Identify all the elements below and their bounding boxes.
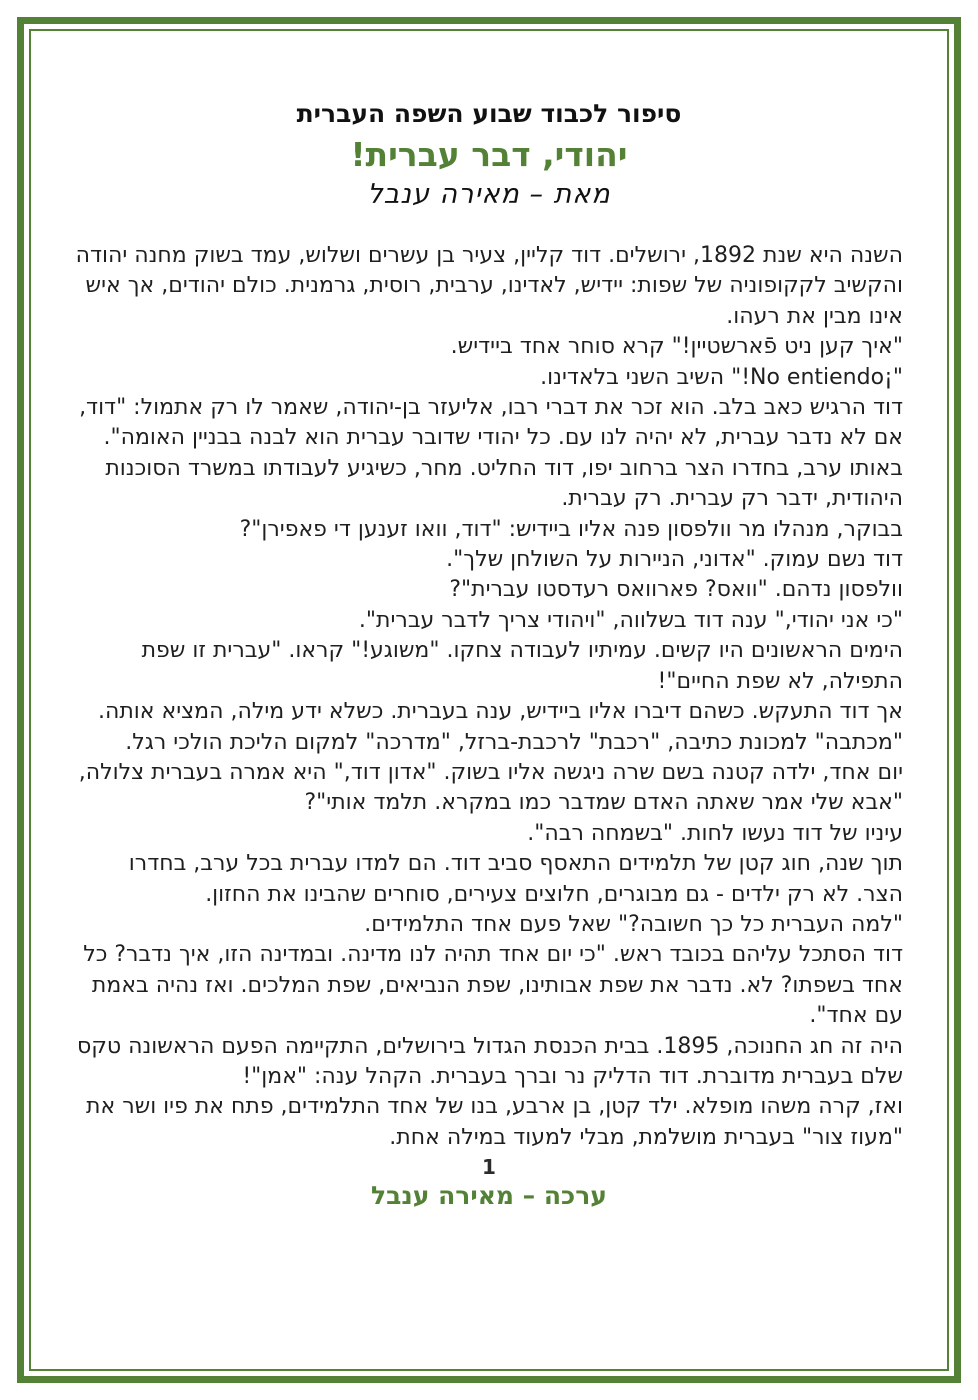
page-footer <box>75 1155 903 1211</box>
story-body <box>75 241 903 1153</box>
story-paragraph: השנה היא שנת 1892, ירושלים. דוד קליין, צעיר בן עשרים ושלוש, עמד בשוק מחנה יהודה והקשיב לקקופוניה של שפות: יידיש, לאדינו, ערבית, רוסית, גרמנית. כולם יהודים, אך איש אינו מבין את רעהו. <box>75 243 903 329</box>
story-paragraph: דוד נשם עמוק. "אדוני, הניירות על השולחן שלך". <box>446 547 903 573</box>
story-header <box>75 99 903 211</box>
story-paragraph: ואז, קרה משהו מופלא. ילד קטן, בן ארבע, בנו של אחד התלמידים, פתח את פיו ושר את "מעוז צור" בעברית מושלמת, מבלי למעוד במילה אחת. <box>86 1094 903 1150</box>
story-paragraph: אך דוד התעקש. כשהם דיברו אליו ביידיש, ענה בעברית. כשלא ידע מילה, המציא אותה. "מכתבה" למכונת כתיבה, "רכבת" לרכבת-ברזל, "מדרכה" למקום הליכת הולכי רגל. <box>97 699 903 755</box>
story-paragraph: "למה העברית כל כך חשובה?" שאל פעם אחד התלמידים. <box>364 911 903 937</box>
story-paragraph: "¡No entiendo!" השיב השני בלאדינו. <box>540 364 903 390</box>
story-title: יהודי, דבר עברית! <box>350 135 628 174</box>
page-content <box>31 31 947 1369</box>
story-paragraph: היה זה חג החנוכה, 1895. בבית הכנסת הגדול בירושלים, התקיימה הפעם הראשונה טקס שלם בעברית מדוברת. דוד הדליק נר וברך בעברית. הקהל ענה: "אמן"! <box>76 1033 903 1089</box>
story-paragraph: דוד הרגיש כאב בלב. הוא זכר את דברי רבו, אליעזר בן-יהודה, שאמר לו רק אתמול: "דוד, אם לא נדבר עברית, לא יהיה לנו עם. כל יהודי שדובר עברית הוא לבנה בבניין האומה". <box>79 395 903 451</box>
story-paragraph: עיניו של דוד נעשו לחות. "בשמחה רבה". <box>527 820 903 846</box>
editor-credit: ערכה – מאירה ענבל <box>371 1181 607 1211</box>
story-paragraph: תוך שנה, חוג קטן של תלמידים התאסף סביב דוד. הם למדו עברית בכל ערב, בחדרו הצר. לא רק ילדים - גם מבוגרים, חלוצים צעירים, סוחרים שהבינו את החזון. <box>128 851 903 907</box>
story-kicker: סיפור לכבוד שבוע השפה העברית <box>296 99 682 128</box>
story-paragraph: "כי אני יהודי," ענה דוד בשלווה, "ויהודי צריך לדבר עברית". <box>358 607 903 633</box>
story-paragraph: בבוקר, מנהלו מר וולפסון פנה אליו ביידיש: "דוד, וואו זענען די פאפירן"? <box>239 516 903 542</box>
page-number: 1 <box>482 1155 496 1180</box>
story-paragraph: דוד הסתכל עליהם בכובד ראש. "כי יום אחד תהיה לנו מדינה. ובמדינה הזו, איך נדבר? כל אחד בשפתו? לא. נדבר את שפת אבותינו, שפת הנביאים, שפת המלכים. ואז נהיה באמת עם אחד". <box>83 942 903 1029</box>
story-paragraph: וולפסון נדהם. "וואס? פארוואס רעדסטו עברית"? <box>449 577 903 603</box>
story-paragraph: יום אחד, ילדה קטנה בשם שרה ניגשה אליו בשוק. "אדון דוד," היא אמרה בעברית צלולה, "אבא שלי אמר שאתה האדם שמדבר כמו במקרא. תלמד אותי"? <box>78 759 903 816</box>
story-byline: מאת – מאירה ענבל <box>367 179 611 210</box>
story-paragraph: "איך קען ניט פֿארשטיין!" קרא סוחר אחד ביידיש. <box>450 334 903 360</box>
story-paragraph: הימים הראשונים היו קשים. עמיתיו לעבודה צחקו. "משוגע!" קראו. "עברית זו שפת התפילה, לא שפת החיים"! <box>141 638 903 694</box>
story-paragraph: באותו ערב, בחדרו הצר ברחוב יפו, דוד החליט. מחר, כשיגיע לעבודתו במשרד הסוכנות היהודית, ידבר רק עברית. רק עברית. <box>105 455 903 512</box>
